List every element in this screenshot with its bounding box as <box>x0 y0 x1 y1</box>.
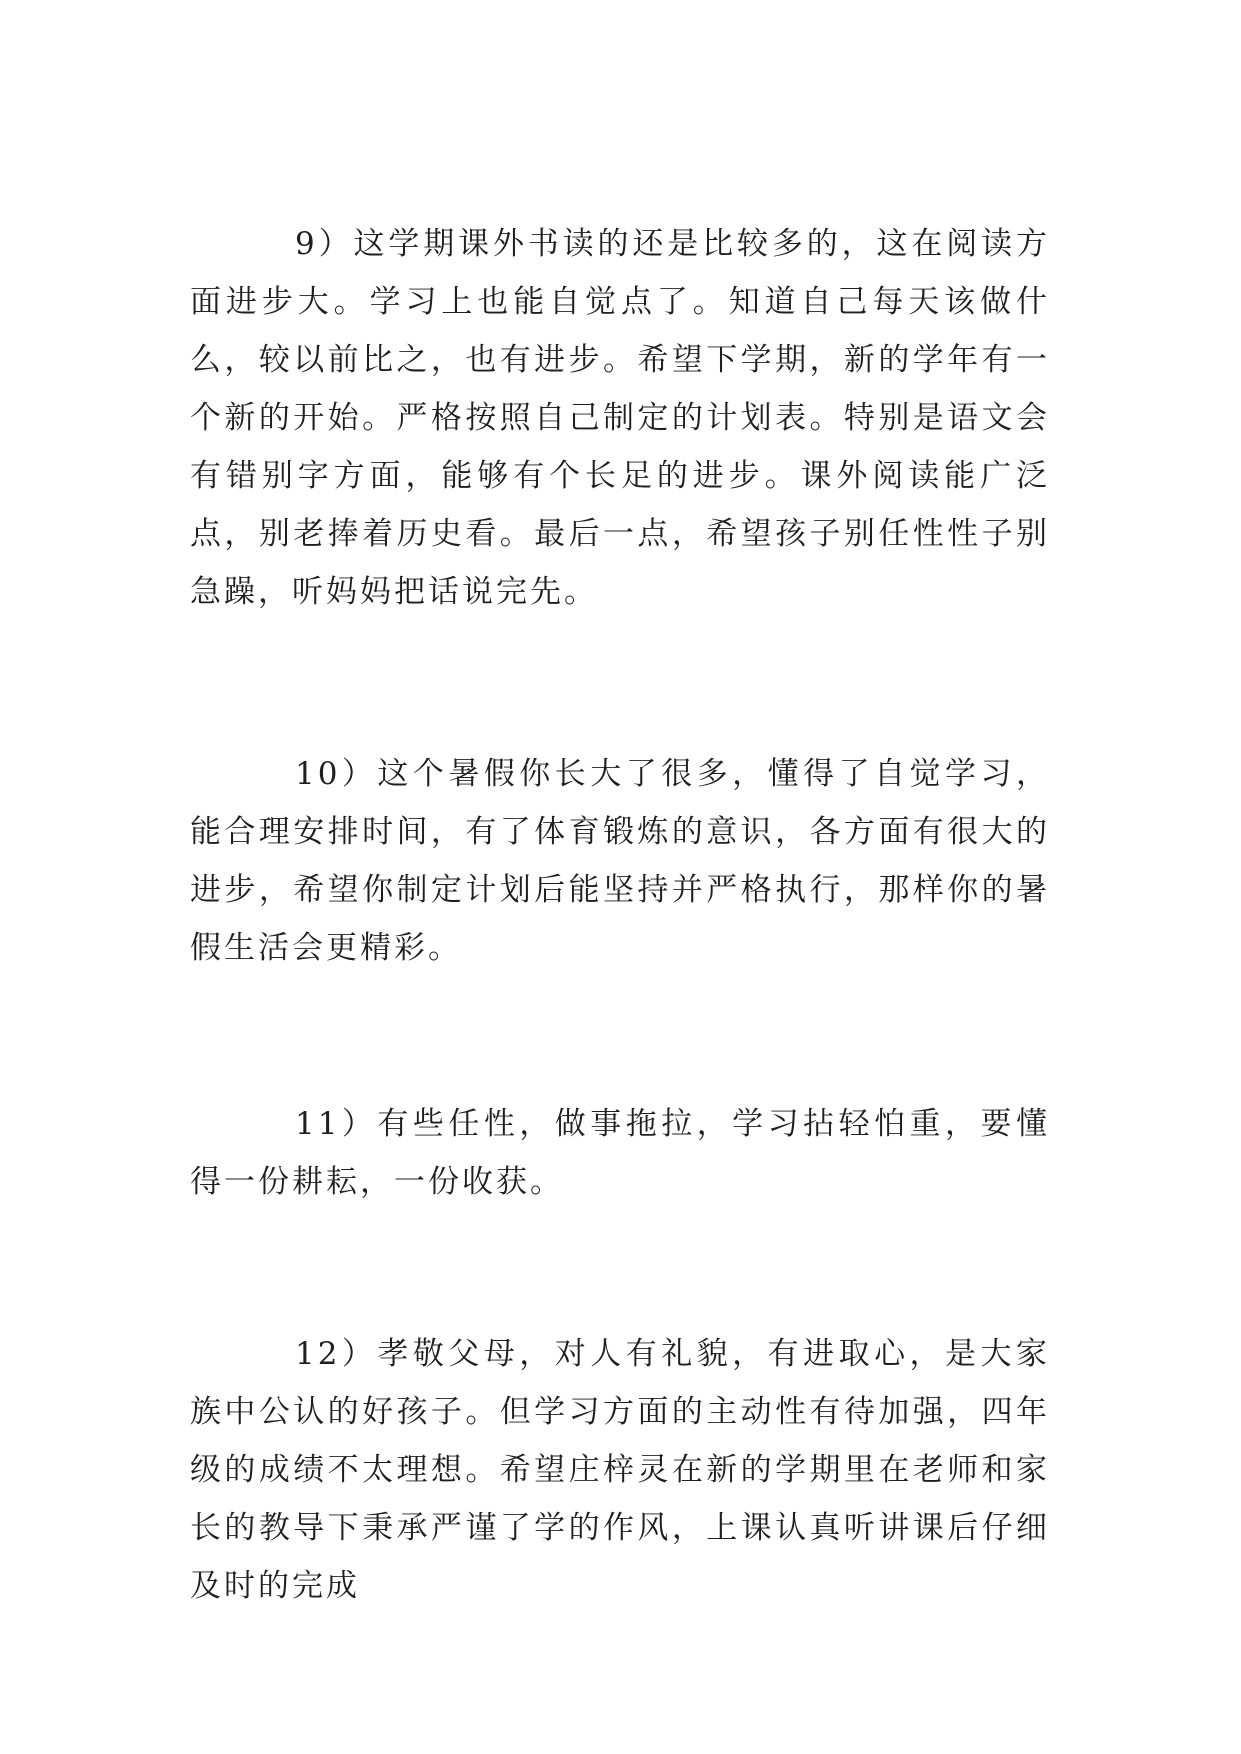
paragraph-12: 12）孝敬父母，对人有礼貌，有进取心，是大家族中公认的好孩子。但学习方面的主动性有待加强，四年级的成绩不太理想。希望庄梓灵在新的学期里在老师和家长的教导下秉承严谨了学的作风，上课认真听讲课后仔细及时的完成 <box>190 1336 1050 1604</box>
paragraph-9: 9）这学期课外书读的还是比较多的，这在阅读方面进步大。学习上也能自觉点了。知道自己每天该做什么，较以前比之，也有进步。希望下学期，新的学年有一个新的开始。严格按照自己制定的计划表。特别是语文会有错别字方面，能够有个长足的进步。课外阅读能广泛点，别老捧着历史看。最后一点，希望孩子别任性性子别急躁，听妈妈把话说完先。 <box>190 226 1050 610</box>
paragraph-10: 10）这个暑假你长大了很多，懂得了自觉学习，能合理安排时间，有了体育锻炼的意识，各方面有很大的进步，希望你制定计划后能坚持并严格执行，那样你的暑假生活会更精彩。 <box>190 756 1050 966</box>
paragraph-11: 11）有些任性，做事拖拉，学习拈轻怕重，要懂得一份耕耘，一份收获。 <box>190 1106 1050 1200</box>
